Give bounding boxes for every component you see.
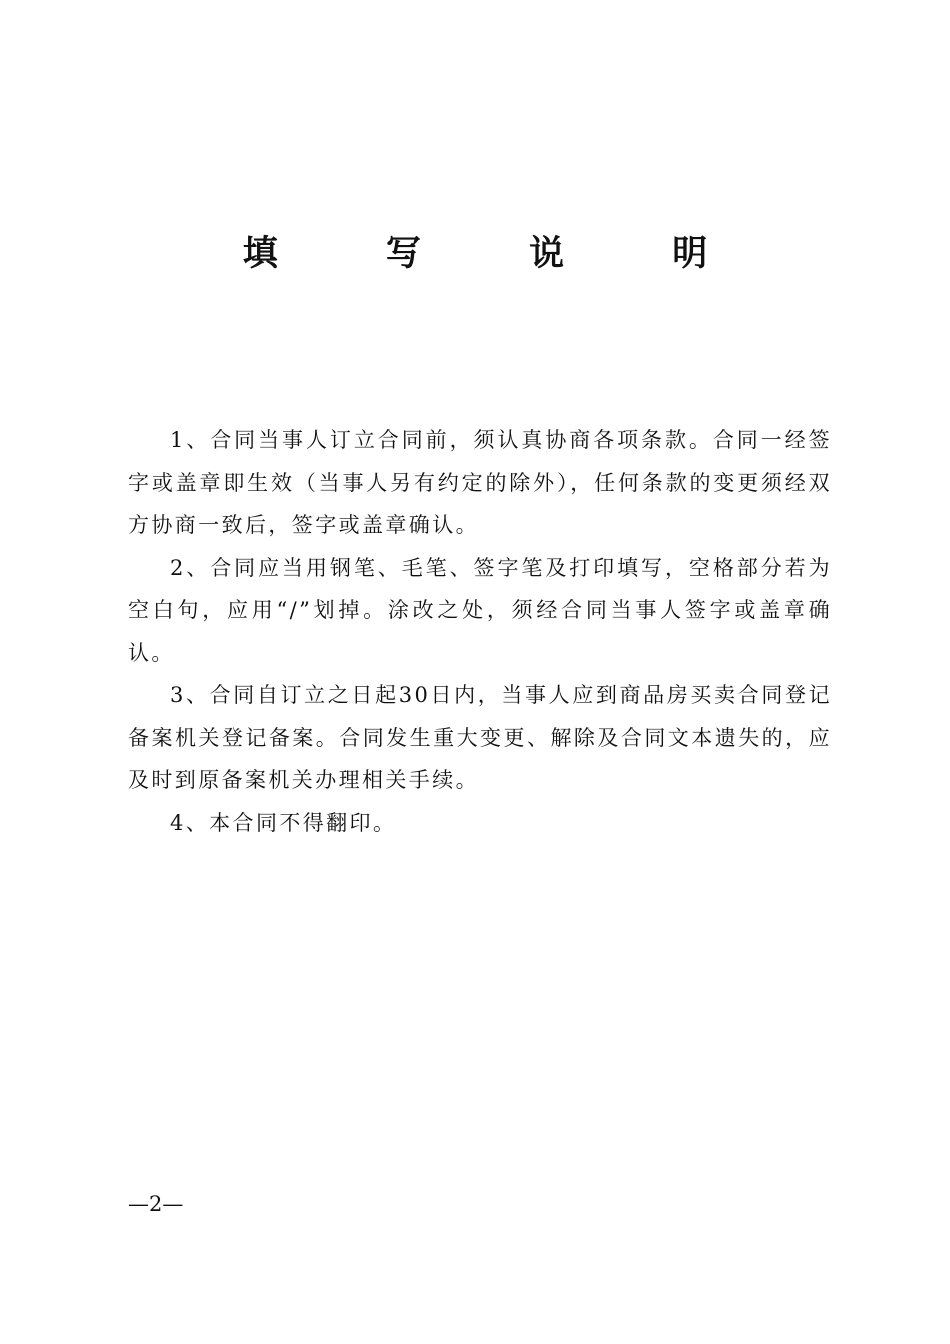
instruction-paragraph-3: 3、合同自订立之日起30日内，当事人应到商品房买卖合同登记备案机关登记备案。合同发生重大变更、解除及合同文本遗失的，应及时到原备案机关办理相关手续。 <box>128 683 832 792</box>
instruction-paragraph-2: 2、合同应当用钢笔、毛笔、签字笔及打印填写，空格部分若为空白句，应用“/”划掉。涂改之处，须经合同当事人签字或盖章确认。 <box>128 555 832 665</box>
page-number: —2— <box>128 1192 184 1216</box>
instruction-paragraph-1: 1、合同当事人订立合同前，须认真协商各项条款。合同一经签字或盖章即生效（当事人另有约定的除外），任何条款的变更须经双方协商一致后，签字或盖章确认。 <box>128 428 832 537</box>
document-title: 填 写 说 明 <box>242 233 756 274</box>
instruction-paragraph-4: 4、本合同不得翻印。 <box>170 810 397 835</box>
instructions-body <box>128 419 832 844</box>
